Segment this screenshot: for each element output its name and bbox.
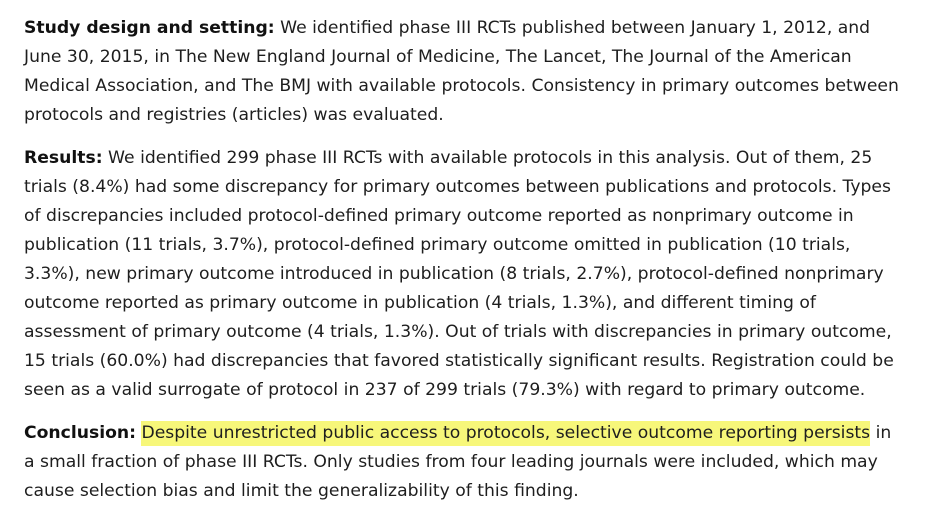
highlighted-text: Despite unrestricted public access to protocols, selective outcome reporting persists bbox=[141, 421, 870, 446]
abstract-body bbox=[24, 14, 904, 520]
study-design-text: We identified phase III RCTs published between January 1, 2012, and June 30, 2015, in The New England Journal of Medicine, The Lancet, The Journal of the American Medical Association, and The BMJ with available protocols. Consistency in primary outcomes between protocols and registries (articles) was evaluated. bbox=[24, 18, 899, 125]
results-text: We identified 299 phase III RCTs with available protocols in this analysis. Out of them, 25 trials (8.4%) had some discrepancy for primary outcomes between publications and protocols. Types of discrepancies included protocol-defined primary outcome reported as nonprimary outcome in publication (11 trials, 3.7%), protocol-defined primary outcome omitted in publication (10 trials, 3.3%), new primary outcome introduced in publication (8 trials, 2.7%), protocol-defined nonprimary outcome reported as primary outcome in publication (4 trials, 1.3%), and different timing of assessment of primary outcome (4 trials, 1.3%). Out of trials with discrepancies in primary outcome, 15 trials (60.0%) had discrepancies that favored statistically significant results. Registration could be seen as a valid surrogate of protocol in 237 of 299 trials (79.3%) with regard to primary outcome. bbox=[24, 148, 894, 400]
results-label: Results: bbox=[24, 148, 103, 168]
conclusion-label: Conclusion: bbox=[24, 423, 137, 443]
conclusion-text: in a small fraction of phase III RCTs. Only studies from four leading journals were included, which may cause selection bias and limit the generalizability of this finding. bbox=[24, 423, 892, 501]
results-paragraph bbox=[24, 144, 904, 405]
study-design-label: Study design and setting: bbox=[24, 18, 275, 38]
conclusion-paragraph bbox=[24, 419, 904, 506]
study-design-paragraph bbox=[24, 14, 904, 130]
